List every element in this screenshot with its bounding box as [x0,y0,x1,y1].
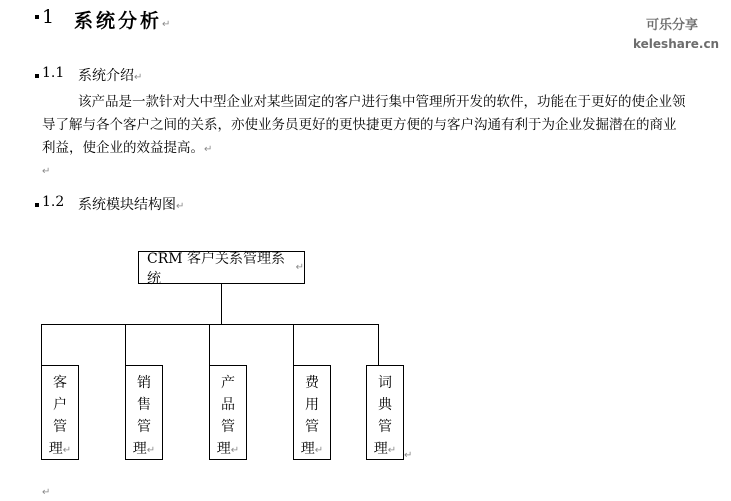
module-char: 销 [137,375,151,391]
end-paragraph-mark: ↵ [42,487,51,498]
paragraph-mark: ↵ [146,445,156,456]
intro-line-2: 导了解与各个客户之间的关系，亦使业务员更好的更快捷更方便的与客户沟通有利于为企业发掘潜在的商业 [42,117,677,133]
diagram-root-node [138,250,305,287]
section-1-2-heading [78,194,184,214]
heading-bullet [35,15,39,19]
watermark-line2: keleshare.cn [633,37,720,51]
heading-bullet [35,203,39,207]
paragraph-mark: ↵ [387,445,397,456]
module-char: 管 [53,419,67,435]
connector-drop-2 [125,324,126,365]
paragraph-mark: ↵ [134,72,143,83]
module-char: 理↵ [132,441,156,457]
module-char: 理↵ [48,441,72,457]
paragraph-mark: ↵ [295,262,304,273]
module-product-management [209,365,247,460]
module-char: 售 [137,397,151,413]
module-sales-management [125,365,163,460]
module-char: 户 [53,397,67,413]
empty-paragraph-mark: ↵ [42,166,51,177]
module-char: 词 [378,375,392,391]
module-dictionary-management [366,365,404,460]
section-1-2-number: 1.2 [42,194,65,210]
module-expense-management [293,365,331,460]
intro-line-3: 利益，使企业的效益提高。 [42,140,204,156]
module-char: 典 [378,397,392,413]
paragraph-mark: ↵ [230,445,240,456]
paragraph-mark: ↵ [62,445,72,456]
paragraph-mark: ↵ [314,445,324,456]
paragraph-mark: ↵ [162,19,171,30]
connector-drop-1 [41,324,42,365]
connector-bar [41,324,379,325]
section-1-number: 1 [42,6,55,28]
section-1-2-title: 系统模块结构图 [78,197,176,213]
section-1-1-heading [78,65,142,85]
paragraph-mark: ↵ [176,201,185,212]
module-char: 理↵ [216,441,240,457]
module-char: 理↵ [300,441,324,457]
section-1-1-title: 系统介绍 [78,68,134,84]
module-char: 客 [53,375,67,391]
module-char: 管 [305,419,319,435]
connector-trunk [221,284,222,324]
connector-drop-4 [293,324,294,365]
intro-line-1: 该产品是一款针对大中型企业对某些固定的客户进行集中管理所开发的软件，功能在于更好的使企业领 [78,94,686,110]
module-char: 用 [305,397,319,413]
module-char: 管 [378,419,392,435]
section-1-heading [74,6,170,33]
module-char: 理↵ [373,441,397,457]
module-char: 费 [305,375,319,391]
module-char: 品 [221,397,235,413]
diagram-paragraph-mark: ↵ [404,450,413,461]
module-char: 管 [221,419,235,435]
section-1-title: 系统分析 [74,10,163,32]
heading-bullet [35,74,39,78]
module-char: 管 [137,419,151,435]
module-char: 产 [221,375,235,391]
connector-drop-5 [378,324,379,365]
intro-line-3-wrap [42,137,212,161]
paragraph-mark: ↵ [204,144,213,155]
section-1-1-number: 1.1 [42,65,65,81]
module-customer-management [41,365,79,460]
root-node-label: CRM 客户关系管理系统 [147,250,286,287]
connector-drop-3 [209,324,210,365]
watermark-line1: 可乐分享 [646,18,699,33]
